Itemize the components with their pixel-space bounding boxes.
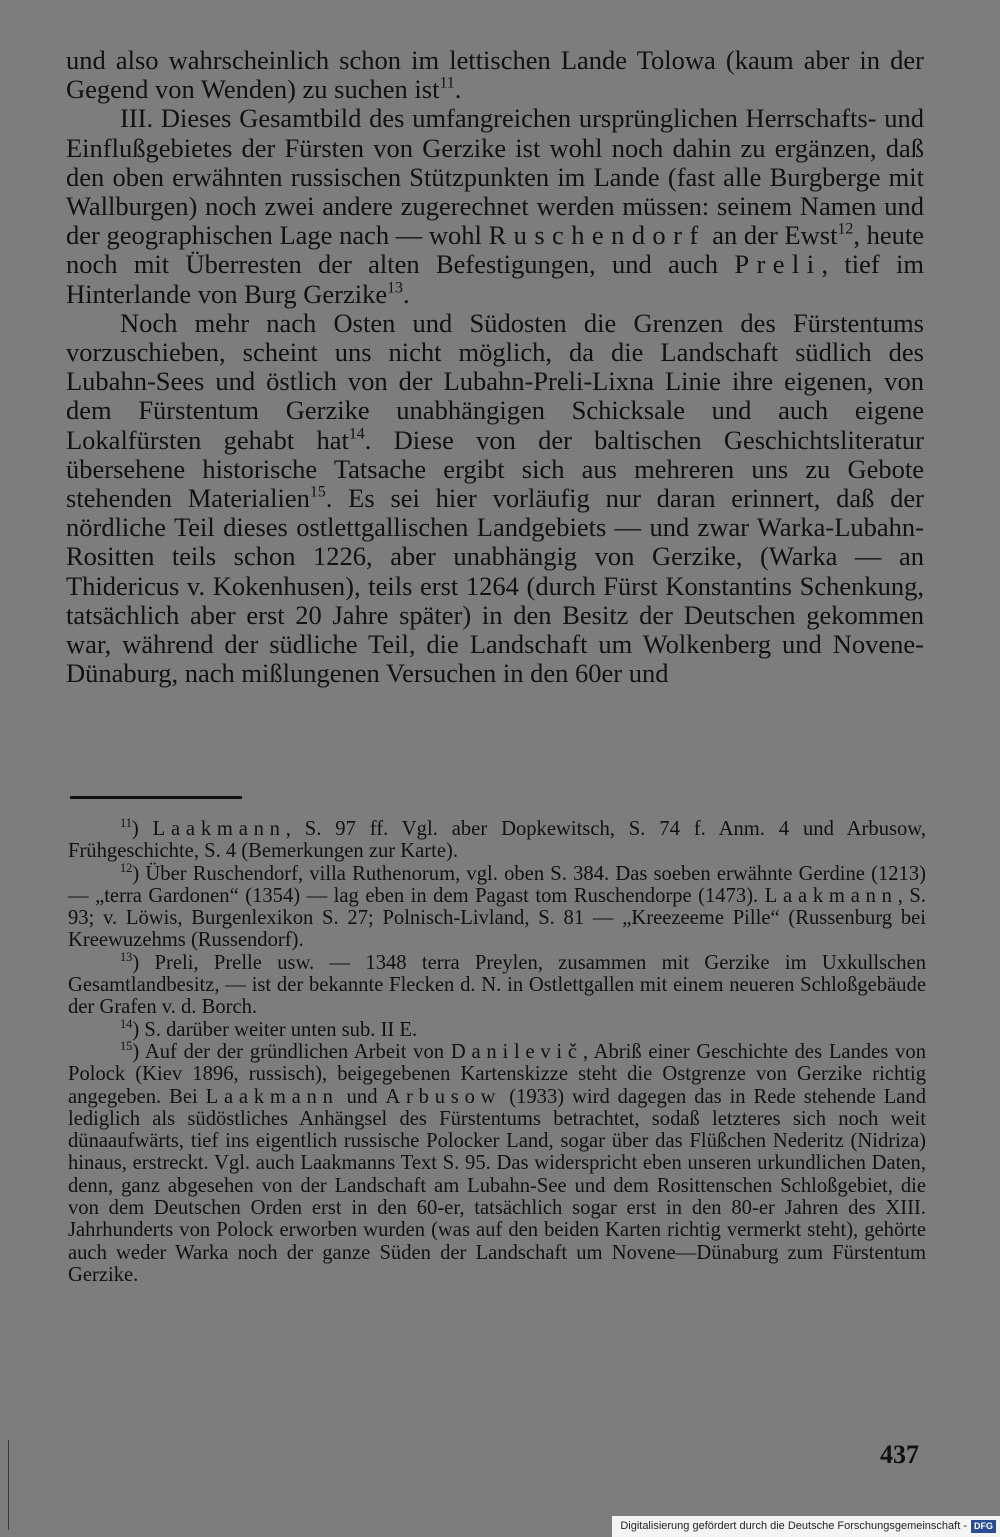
- text-run: .: [402, 278, 410, 309]
- text-run: , tief im Hinterlande von Burg Gerzike: [66, 249, 924, 309]
- paragraph-1: [66, 46, 924, 104]
- text-run: . Diese von der baltischen Geschichtsliteratur übersehene historische Tatsache ergibt sich aus mehreren uns zu Gebote stehenden Materialien: [66, 424, 924, 514]
- footnote-14: $^{14}$) S. darüber weiter unten sub. II E.: [120, 1016, 418, 1041]
- footnote-11: $^{11}$) Laakmann, S. 97 ff. Vgl. aber Dopkewitsch, S. 74 f. Anm. 4 und Arbusow, Frühgeschichte, S. 4 (Bemerkungen zur Karte).: [68, 815, 926, 863]
- credit-text: Digitalisierung gefördert durch die Deutsche Forschungsgemeinschaft -: [620, 1520, 967, 1532]
- digitization-credit: [612, 1516, 1000, 1537]
- text-run: Über Ruschendorf, villa Ruthenorum, vgl. oben S. 384. Das soeben erwähnte Gerdine (1213) — „terra Gardonen“ (1354) — lag eben in dem Pagast tom Ruschendorpe (1473).: [68, 862, 926, 907]
- footnote-ref: 13: [387, 279, 403, 297]
- footnote-12: $^{12}$) Über Ruschendorf, villa Ruthenorum, vgl. oben S. 384. Das soeben erwähnte Gerdine (1213) — „terra Gardonen“ (1354) — lag eben in dem Pagast tom Ruschendorpe (1473). Laakmann, S. 93; v. Löwis, Burgenlexikon S. 27; Polnisch-Livland, S. 81 — „Kreezeeme Pille“ (Russenburg bei Kreewuzehms (Russendorf).: [68, 860, 926, 952]
- text-run: III. Dieses Gesamtbild des umfangreichen ursprünglichen Herrschafts- und Einflußgebietes der Fürsten von Gerzike ist wohl noch dahin zu ergänzen, daß den oben erwähnten russischen Stützpunkten im Lande (fast alle Burgberge mit Wallburgen) noch zwei andere zugerechnet werden müssen: seinem Namen und der geographischen Lage nach — wohl: [66, 103, 924, 251]
- dfg-logo-icon: DFG: [971, 1520, 996, 1533]
- scan-artifact-line: [8, 1440, 9, 1530]
- footnote-ref: 15: [309, 483, 326, 501]
- footnote-mark: 11: [120, 815, 132, 830]
- text-run: (1933) wird dagegen das in Rede stehende Land lediglich als südöstliches Anhängsel des Fürstentums betrachtet, sodaß letzteres sich noch weit dünaaufwärts, tief ins eigentlich russische Polocker Land, sogar über das Flüßchen Nederitz (Nidriza) hinaus, erstreckt. Vgl. auch Laakmanns Text S. 95. Das widerspricht eben unseren urkundlichen Daten, denn, ganz abgesehen von der Landschaft am Lubahn-See und dem Rosittenschen Schloßgebiet, die von dem Deutschen Orden erst in den 60-er, tatsächlich sogar erst in den 80-er Jahren des XIII. Jahrhunderts von Polock erworben wurden (was auf den beiden Karten richtig vermerkt steht), gehörte auch weder Warka noch der ganze Süden der Landschaft um Novene—Dünaburg zum Fürstentum Gerzike.: [68, 1085, 927, 1286]
- spaced-name: Laakmann: [205, 1085, 339, 1108]
- text-run: , Abriß einer Geschichte des Landes von Polock (Kiev 1896, russisch), beigegebenen Kartenskizze steht die Ostgrenze von Gerzike richtig angegeben. Bei: [68, 1040, 926, 1108]
- text-run: und also wahrscheinlich schon im lettischen Lande Tolowa (kaum aber in der Gegend von Wenden) zu suchen ist: [66, 45, 924, 105]
- text-run: an der Ewst: [705, 220, 838, 251]
- text-run: , S. 93; v. Löwis, Burgenlexikon S. 27; Polnisch-Livland, S. 81 — „Kreezeeme Pille“ (Russenburg bei Kreewuzehms (Russendorf).: [68, 884, 926, 952]
- text-run: .: [454, 74, 462, 105]
- spaced-name: Arbusow: [385, 1085, 502, 1108]
- spaced-name: Preli: [734, 249, 822, 280]
- paragraph-3: [66, 309, 924, 689]
- footnote-ref: 12: [837, 220, 854, 238]
- footnote-mark: 15: [120, 1038, 133, 1053]
- footnote-divider: [70, 796, 242, 799]
- page-number: 437: [880, 1440, 919, 1469]
- main-text: [66, 46, 924, 688]
- footnote-15: $^{15}$) Auf der der gründlichen Arbeit von Danilevič, Abriß einer Geschichte des Landes von Polock (Kiev 1896, russisch), beigegebenen Kartenskizze steht die Ostgrenze von Gerzike richtig angegeben. Bei Laakmann und Arbusow (1933) wird dagegen das in Rede stehende Land lediglich als südöstliches Anhängsel des Fürstentums betrachtet, sodaß letzteres sich noch weit dünaaufwärts, tief ins eigentlich russische Polocker Land, sogar über das Flüßchen Nederitz (Nidriza) hinaus, erstreckt. Vgl. auch Laakmanns Text S. 95. Das widerspricht eben unseren urkundlichen Daten, denn, ganz abgesehen von der Landschaft am Lubahn-See und dem Rosittenschen Schloßgebiet, die von dem Deutschen Orden erst in den 60-er, tatsächlich sogar erst in den 80-er Jahren des XIII. Jahrhunderts von Polock erworben wurden (was auf den beiden Karten richtig vermerkt steht), gehörte auch weder Warka noch der ganze Süden der Landschaft um Novene—Dünaburg zum Fürstentum Gerzike.: [68, 1038, 927, 1286]
- footnote-mark: 14: [120, 1016, 133, 1031]
- text-run: . Es sei hier vorläufig nur daran erinnert, daß der nördliche Teil dieses ostlettgallischen Landgebiets — und zwar Warka-Lubahn-Rositten teils schon 1226, aber unabhängig von Gerzike, (Warka — an Thidericus v. Kokenhusen), teils erst 1264 (durch Fürst Konstantins Schenkung, tatsächlich aber erst 20 Jahre später) in den Besitz der Deutschen gekommen war, während der südliche Teil, die Landschaft um Wolkenberg und Novene-Dünaburg, nach mißlungenen Versuchen in den 60er und: [66, 483, 924, 689]
- footnote-mark: 12: [120, 860, 133, 875]
- footnote-mark: 13: [120, 949, 133, 964]
- text-run: , heute noch mit Überresten der alten Befestigungen, und auch: [66, 220, 924, 280]
- spaced-name: Danilevič: [450, 1040, 583, 1063]
- text-run: Noch mehr nach Osten und Südosten die Grenzen des Fürstentums vorzuschieben, scheint uns nicht möglich, da die Landschaft südlich des Lubahn-Sees und östlich von der Lubahn-Preli-Lixna Linie ihre eigenen, von dem Fürstentum Gerzike unabhängigen Schicksale und auch eigene Lokalfürsten gehabt hat: [66, 307, 924, 455]
- paragraph-2: [66, 104, 924, 308]
- footnote-ref: 14: [348, 425, 365, 443]
- footnote-ref: 11: [439, 74, 455, 92]
- text-run: Auf der der gründlichen Arbeit von: [144, 1040, 451, 1063]
- spaced-name: Ruschendorf: [488, 220, 706, 251]
- text-run: S. darüber weiter unten sub. II E.: [144, 1018, 418, 1041]
- text-run: Preli, Prelle usw. — 1348 terra Preylen, zusammen mit Gerzike im Uxkullschen Gesamtlandbesitz, — ist der bekannte Flecken d. N. in Ostlettgallen mit einem neueren Schloßgebäude der Grafen v. d. Borch.: [68, 951, 927, 1019]
- text-run: , S. 97 ff. Vgl. aber Dopkewitsch, S. 74 f. Anm. 4 und Arbusow, Frühgeschichte, S. 4 (Bemerkungen zur Karte).: [68, 818, 926, 863]
- spaced-name: Laakmann: [764, 884, 898, 907]
- spaced-name: Laakmann: [152, 818, 286, 840]
- footnotes: [68, 815, 927, 1286]
- footnote-13: $^{13}$) Preli, Prelle usw. — 1348 terra Preylen, zusammen mit Gerzike im Uxkullschen Gesamtlandbesitz, — ist der bekannte Flecken d. N. in Ostlettgallen mit einem neueren Schloßgebäude der Grafen v. d. Borch.: [68, 949, 927, 1019]
- text-run: und: [338, 1085, 386, 1108]
